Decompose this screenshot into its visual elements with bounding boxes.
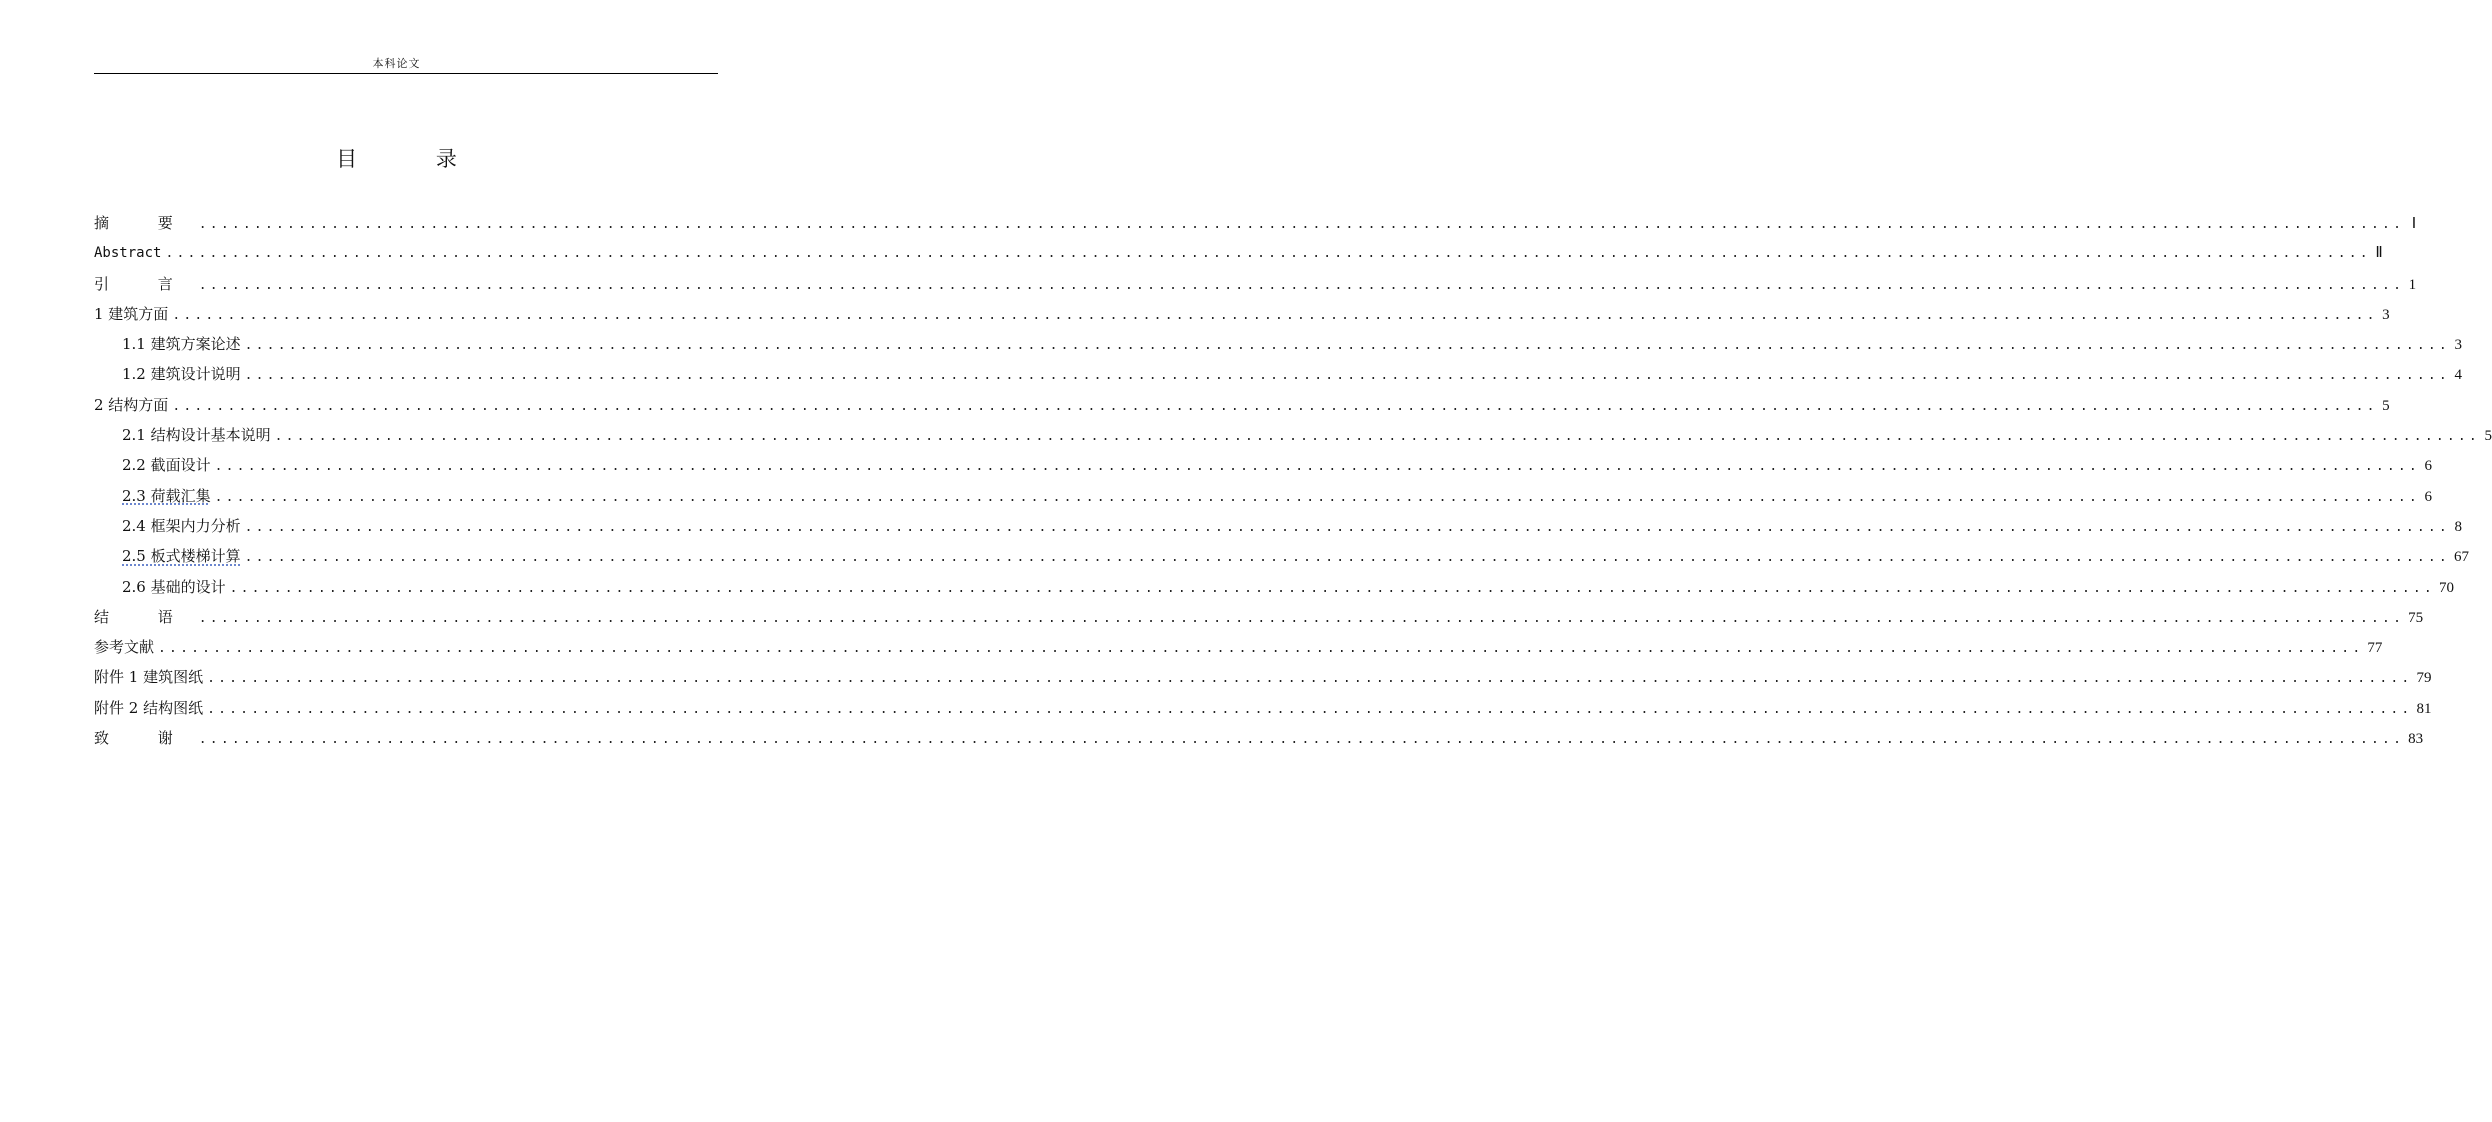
toc-entry-page: 67 <box>2453 549 2469 566</box>
toc-leader-dots: ........................................................................................................................................................................................................ <box>244 368 2450 384</box>
toc-entry-page: 77 <box>2367 640 2383 657</box>
toc-entry-label: 2.3 荷载汇集 <box>122 486 211 505</box>
toc-leader-dots: ........................................................................................................................................................................................................ <box>165 246 2371 262</box>
toc-entry-abstract-cn[interactable] <box>94 208 2417 238</box>
toc-leader-dots: ........................................................................................................................................................................................................ <box>198 732 2405 748</box>
toc-entry-label: 2.1 结构设计基本说明 <box>122 426 271 445</box>
toc-entry-page: 1 <box>2408 276 2417 293</box>
toc-entry-page: 4 <box>2454 367 2462 384</box>
toc-entry-page: 5 <box>2484 428 2492 445</box>
toc-entry-page: 5 <box>2382 397 2390 414</box>
toc-entry-label: 附件 1 建筑图纸 <box>94 668 204 687</box>
running-header: 本科论文 <box>372 57 421 70</box>
toc-entry-1-2[interactable] <box>94 359 2462 389</box>
toc-entry-label: 引 言 <box>94 274 195 293</box>
toc-entry-label: 致 谢 <box>94 729 195 748</box>
toc-leader-dots: ........................................................................................................................................................................................................ <box>207 671 2413 687</box>
toc-entry-2-4[interactable] <box>94 511 2462 541</box>
toc-leader-dots: ........................................................................................................................................................................................................ <box>244 338 2450 354</box>
toc-entry-page: Ⅱ <box>2375 245 2383 262</box>
toc-leader-dots: ........................................................................................................................................................................................................ <box>172 307 2378 323</box>
toc-entry-label: 2.4 框架内力分析 <box>122 516 241 535</box>
toc-title: 目 录 <box>336 147 493 171</box>
table-of-contents <box>94 208 2492 753</box>
toc-leader-dots: ........................................................................................................................................................................................................ <box>172 398 2378 414</box>
toc-entry-acknowledgements[interactable] <box>94 723 2424 753</box>
toc-leader-dots: ........................................................................................................................................................................................................ <box>274 429 2480 445</box>
toc-entry-label: 附件 2 结构图纸 <box>94 698 204 717</box>
toc-entry-chapter-2[interactable] <box>94 390 2390 420</box>
toc-leader-dots: ........................................................................................................................................................................................................ <box>214 459 2420 475</box>
toc-entry-page: 6 <box>2424 458 2432 475</box>
toc-leader-dots: ........................................................................................................................................................................................................ <box>158 641 2364 657</box>
toc-entry-page: 70 <box>2438 579 2454 596</box>
toc-entry-page: 3 <box>2382 306 2390 323</box>
toc-entry-label: 2 结构方面 <box>94 395 169 414</box>
toc-entry-2-2[interactable] <box>94 450 2432 480</box>
toc-entry-abstract-en[interactable] <box>94 238 2383 268</box>
toc-entry-chapter-1[interactable] <box>94 299 2390 329</box>
toc-entry-label: 2.2 截面设计 <box>122 456 211 475</box>
toc-entry-appendix-1[interactable] <box>94 662 2432 692</box>
toc-entry-label: Abstract <box>94 245 162 262</box>
toc-entry-page: 79 <box>2416 670 2432 687</box>
toc-entry-introduction[interactable] <box>94 269 2417 299</box>
toc-entry-label: 摘 要 <box>94 214 195 232</box>
toc-entry-page: Ⅰ <box>2411 216 2417 232</box>
toc-entry-2-5[interactable] <box>94 541 2469 571</box>
toc-entry-2-3[interactable] <box>94 481 2432 511</box>
toc-entry-2-6[interactable] <box>94 572 2454 602</box>
toc-entry-label: 1.2 建筑设计说明 <box>122 365 241 384</box>
toc-entry-conclusion[interactable] <box>94 602 2424 632</box>
toc-leader-dots: ........................................................................................................................................................................................................ <box>244 519 2450 535</box>
toc-leader-dots: ........................................................................................................................................................................................................ <box>244 550 2450 566</box>
toc-leader-dots: ........................................................................................................................................................................................................ <box>214 489 2420 505</box>
toc-entry-label: 2.5 板式楼梯计算 <box>122 547 241 566</box>
toc-entry-label: 2.6 基础的设计 <box>122 577 226 596</box>
toc-entry-label: 参考文献 <box>94 638 155 657</box>
toc-entry-page: 6 <box>2424 488 2432 505</box>
toc-leader-dots: ........................................................................................................................................................................................................ <box>198 217 2405 232</box>
toc-entry-page: 3 <box>2454 337 2462 354</box>
toc-entry-label: 1 建筑方面 <box>94 304 169 323</box>
toc-entry-references[interactable] <box>94 632 2383 662</box>
toc-entry-appendix-2[interactable] <box>94 693 2432 723</box>
toc-leader-dots: ........................................................................................................................................................................................................ <box>229 580 2435 596</box>
toc-entry-2-1[interactable] <box>94 420 2492 450</box>
toc-entry-page: 8 <box>2454 518 2462 535</box>
toc-leader-dots: ........................................................................................................................................................................................................ <box>207 701 2413 717</box>
toc-leader-dots: ........................................................................................................................................................................................................ <box>198 610 2405 626</box>
toc-leader-dots: ........................................................................................................................................................................................................ <box>198 277 2405 293</box>
toc-entry-label: 1.1 建筑方案论述 <box>122 335 241 354</box>
header-rule <box>94 73 718 74</box>
toc-entry-1-1[interactable] <box>94 329 2462 359</box>
toc-entry-page: 83 <box>2408 731 2424 748</box>
toc-entry-label: 结 语 <box>94 607 195 626</box>
toc-entry-page: 75 <box>2408 609 2424 626</box>
toc-entry-page: 81 <box>2416 700 2432 717</box>
